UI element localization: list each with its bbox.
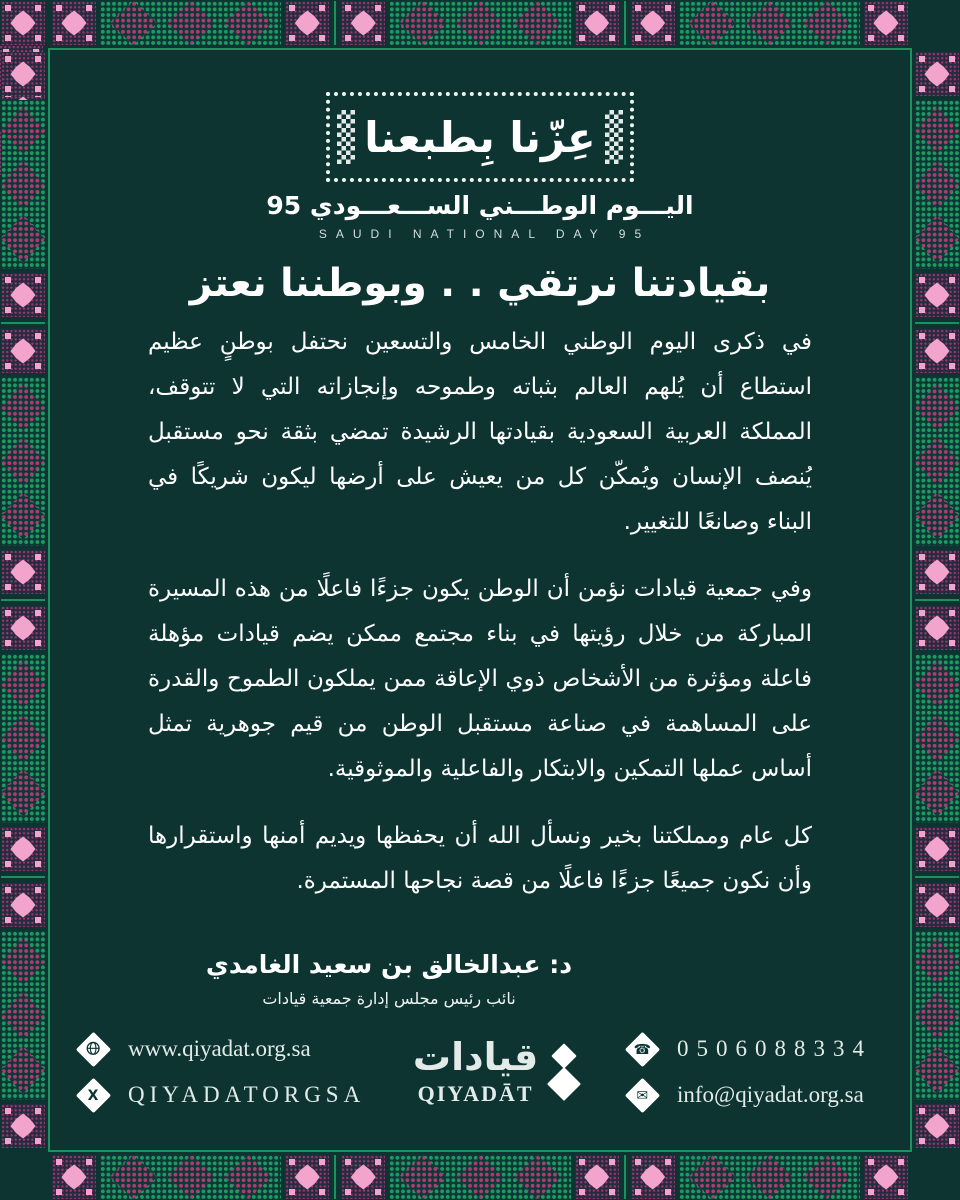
border-segment [631,1,908,45]
border-diamond-motif [456,1,504,45]
border-pattern-strip [389,1,570,45]
border-diamond-motif [1,492,45,540]
footer [75,1030,872,1114]
border-diamond-motif [688,1,736,45]
border-diamond-tile [285,1,329,45]
checker-ornament-icon [337,110,355,164]
border-diamond-tile [1,1104,45,1148]
border-segment [52,1155,329,1199]
border-diamond-motif [167,1155,215,1199]
border-separator [915,322,959,324]
paragraph-3: كل عام ومملكتنا بخير ونسأل الله أن يحفظها ويديم أمنها واستقرارها وأن نكون جميعًا جزءًا فاعلًا من قصة نجاحها المستمرة. [148,823,812,894]
border-pattern-strip [915,931,959,1100]
qiyadat-diamonds-icon [552,1047,576,1096]
border-diamond-tile [915,606,959,650]
border-diamond-motif [915,715,959,763]
globe-glyph [86,1040,101,1058]
border-diamond-tile [285,1155,329,1199]
border-segment [915,329,959,594]
border-diamond-motif [399,1,447,45]
border-diamond-tile [1,329,45,373]
border-segment [341,1155,618,1199]
border-diamond-tile [915,883,959,927]
border-diamond-motif [399,1155,447,1199]
border-diamond-tile [915,329,959,373]
paragraph-1: في ذكرى اليوم الوطني الخامس والتسعين نحتفل بوطنٍ عظيم استطاع أن يُلهم العالم بثباته وطموحه وإنجازاته التي لا تتوقف، المملكة العربية السعودية بقيادتها الرشيدة تمضي بثقة نحو مستقبل يُنصف الإنسان ويُمكّن كل من يعيش على أرضها ليكون شريكًا في البناء وصانعًا للتغيير. [148,329,812,535]
border-diamond-motif [1,106,45,154]
website-row [75,1033,365,1066]
border-diamond-motif [803,1155,851,1199]
border-separator [1,876,45,878]
border-pattern-strip [1,931,45,1100]
qiyadat-logo [413,1037,576,1107]
border-diamond-motif [224,1155,272,1199]
border-diamond-motif [915,215,959,263]
x-glyph: X [88,1086,99,1103]
border-diamond-tile [1,52,45,96]
border-diamond-motif [915,438,959,486]
paragraph-2: وفي جمعية قيادات نؤمن أن الوطن يكون جزءًا فاعلًا من هذه المسيرة المباركة من خلال رؤيتها في بناء مجتمع ممكن يضم قيادات مؤهلة فاعلة ومؤثرة من الأشخاص ذوي الإعاقة ممن يملكون الطموح والقدرة على المساهمة في صناعة مستقبل الوطن من قيم جوهرية تمثل أساس عملها التمكين والابتكار والفاعلية والموثوقية. [148,576,812,782]
phone-glyph: ☎ [633,1040,652,1057]
border-diamond-tile [915,827,959,871]
body-text [148,320,812,904]
checker-ornament-icon [605,110,623,164]
border-segment [52,1,329,45]
brand-diamond-icon [552,1044,577,1069]
email-address: info@qiyadat.org.sa [677,1082,864,1107]
border-separator [915,876,959,878]
border-pattern-strip [915,654,959,823]
border-pattern-strip [1,654,45,823]
border-diamond-motif [1,161,45,209]
x-handle: QIYADATORGSA [128,1082,366,1107]
border-diamond-motif [688,1155,736,1199]
border-diamond-motif [1,660,45,708]
border-diamond-tile [1,883,45,927]
logo-title-arabic: اليـــوم الوطـــني الســـعـــودي 95 [266,191,694,220]
border-diamond-tile [341,1,385,45]
border-separator [1,322,45,324]
border-diamond-motif [456,1155,504,1199]
border-diamond-motif [915,937,959,985]
logo-title-english: SAUDI NATIONAL DAY 95 [318,227,651,241]
footer-left-column [75,1033,365,1112]
border-band-top [52,1,908,45]
border-diamond-motif [1,715,45,763]
border-diamond-motif [1,383,45,431]
border-segment [915,52,959,317]
website-url: www.qiyadat.org.sa [128,1036,311,1061]
border-pattern-strip [915,100,959,269]
border-diamond-motif [745,1155,793,1199]
border-segment [915,883,959,1148]
border-diamond-tile [52,1,96,45]
border-diamond-tile [915,273,959,317]
border-pattern-strip [679,1155,860,1199]
border-pattern-strip [915,377,959,546]
border-separator [1,599,45,601]
border-segment [1,329,45,594]
border-diamond-tile [631,1155,675,1199]
border-diamond-tile [341,1155,385,1199]
border-diamond-tile [915,550,959,594]
headline: بقيادتنا نرتقي . . وبوطننا نعتز [189,261,771,306]
border-diamond-tile [1,606,45,650]
border-segment [1,606,45,871]
qiyadat-wordmark [413,1037,538,1107]
border-segment [631,1155,908,1199]
x-icon [76,1077,111,1112]
logo-stamp-frame [326,92,634,182]
border-separator [334,1155,336,1199]
border-diamond-motif [915,769,959,817]
border-diamond-tile [864,1155,908,1199]
globe-icon [76,1031,111,1066]
email-glyph: ✉ [636,1086,649,1103]
border-pattern-strip [389,1155,570,1199]
border-diamond-motif [745,1,793,45]
author-name: د: عبدالخالق بن سعيد الغامدي [205,950,573,979]
border-diamond-motif [513,1,561,45]
border-segment [915,606,959,871]
border-band-bottom [52,1155,908,1199]
qiyadat-english: QIYADĀT [417,1080,534,1106]
border-diamond-motif [1,1046,45,1094]
border-pattern-strip [100,1155,281,1199]
border-separator [624,1155,626,1199]
border-diamond-motif [915,161,959,209]
border-segment [341,1,618,45]
border-pattern-strip [100,1,281,45]
phone-number: 0506088334 [677,1036,872,1061]
email-row [624,1079,872,1112]
border-separator [334,1,336,45]
border-diamond-motif [1,215,45,263]
border-diamond-tile [1,827,45,871]
qiyadat-arabic: قيادات [412,1035,539,1080]
logo-wordmark: عِزّنا بِطبعنا [364,112,596,162]
border-pattern-strip [1,377,45,546]
border-diamond-tile [631,1,675,45]
border-diamond-tile [864,1,908,45]
border-diamond-motif [803,1,851,45]
phone-row [624,1033,872,1066]
border-pattern-strip [1,100,45,269]
border-diamond-motif [915,383,959,431]
border-diamond-tile [1,273,45,317]
border-segment [1,52,45,317]
border-separator [915,599,959,601]
phone-icon [625,1031,660,1066]
author-title: نائب رئيس مجلس إدارة جمعية قيادات [262,989,516,1008]
border-diamond-motif [1,438,45,486]
border-corner-tile [1,1,45,45]
border-diamond-motif [915,660,959,708]
x-handle-row [75,1079,365,1112]
footer-right-column [624,1033,872,1112]
border-diamond-tile [52,1155,96,1199]
border-diamond-tile [575,1155,619,1199]
border-diamond-motif [1,992,45,1040]
brand-diamond-icon [547,1068,581,1102]
email-icon [625,1077,660,1112]
border-diamond-motif [915,992,959,1040]
border-diamond-motif [1,769,45,817]
border-diamond-tile [1,550,45,594]
border-diamond-tile [915,1104,959,1148]
attribution [174,950,604,1008]
national-day-logo [266,92,693,241]
border-diamond-motif [1,937,45,985]
border-diamond-motif [224,1,272,45]
border-diamond-motif [915,106,959,154]
border-diamond-motif [513,1155,561,1199]
border-diamond-motif [109,1,157,45]
poster-content [52,52,908,1148]
border-separator [624,1,626,45]
border-diamond-motif [915,492,959,540]
border-segment [1,883,45,1148]
border-diamond-tile [575,1,619,45]
border-diamond-motif [167,1,215,45]
border-pattern-strip [679,1,860,45]
border-diamond-motif [109,1155,157,1199]
border-band-right [915,52,959,1148]
border-band-left [1,52,45,1148]
border-diamond-motif [915,1046,959,1094]
border-diamond-tile [915,52,959,96]
